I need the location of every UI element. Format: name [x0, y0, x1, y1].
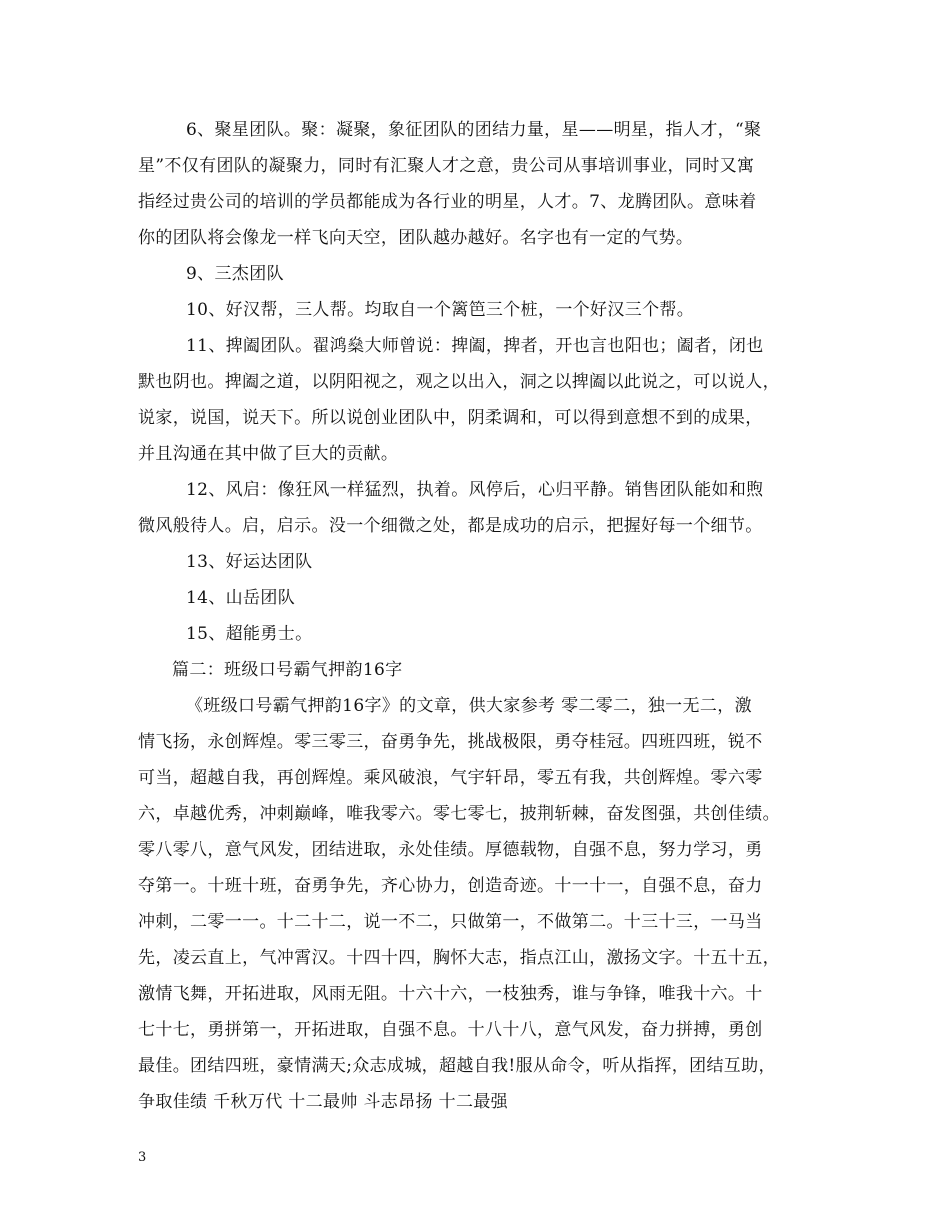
text-line: 9、三杰团队 — [186, 264, 284, 284]
text-line: 14、山岳团队 — [186, 588, 296, 608]
text-line: 六，卓越优秀，冲刺巅峰，唯我零六。零七零七，披荆斩棘，奋发图强，共创佳绩。 — [138, 804, 780, 824]
text-line: 11、捭阖团队。翟鸿燊大师曾说：捭阖，捭者，开也言也阳也；阖者，闭也 — [186, 336, 764, 356]
text-line: 10、好汉帮，三人帮。均取自一个篱笆三个桩，一个好汉三个帮。 — [186, 300, 695, 320]
text-line: 默也阴也。捭阖之道，以阴阳视之，观之以出入，洞之以捭阖以此说之，可以说人， — [138, 372, 780, 392]
text-line: 零八零八，意气风发，团结进取，永处佳绩。厚德载物，自强不息，努力学习，勇 — [138, 840, 763, 860]
text-line: 最佳。团结四班，豪情满天;众志成城，超越自我!服从命令，听从指挥，团结互助， — [138, 1056, 776, 1076]
text-line: 说家，说国，说天下。所以说创业团队中，阴柔调和，可以得到意想不到的成果， — [138, 408, 763, 428]
text-line: 争取佳绩 千秋万代 十二最帅 斗志昂扬 十二最强 — [138, 1092, 509, 1112]
text-line: 微风般待人。启，启示。没一个细微之处，都是成功的启示，把握好每一个细节。 — [138, 516, 763, 536]
text-line: 13、好运达团队 — [186, 552, 313, 572]
text-line: 星”不仅有团队的凝聚力，同时有汇聚人才之意，贵公司从事培训事业，同时又寓 — [138, 156, 755, 176]
text-line: 12、风启：像狂风一样猛烈，执着。风停后，心归平静。销售团队能如和煦 — [186, 480, 764, 500]
text-line: 七十七，勇拼第一，开拓进取，自强不息。十八十八，意气风发，奋力拼搏，勇创 — [138, 1020, 763, 1040]
text-line: 情飞扬，永创辉煌。零三零三，奋勇争先，挑战极限，勇夺桂冠。四班四班，锐不 — [138, 732, 763, 752]
text-line: 激情飞舞，开拓进取，风雨无阻。十六十六，一枝独秀，谁与争锋，唯我十六。十 — [138, 984, 763, 1004]
text-line: 你的团队将会像龙一样飞向天空，团队越办越好。名字也有一定的气势。 — [138, 228, 694, 248]
text-line: 先，凌云直上，气冲霄汉。十四十四，胸怀大志，指点江山，激扬文字。十五十五， — [138, 948, 780, 968]
text-line: 可当，超越自我，再创辉煌。乘风破浪，气宇轩昂，零五有我，共创辉煌。零六零 — [138, 768, 763, 788]
text-line: 指经过贵公司的培训的学员都能成为各行业的明星，人才。7、龙腾团队。意味着 — [138, 192, 757, 212]
text-line: 冲刺，二零一一。十二十二，说一不二，只做第一，不做第二。十三十三，一马当 — [138, 912, 763, 932]
text-line: 15、超能勇士。 — [186, 624, 313, 644]
text-line: 6、聚星团队。聚：凝聚，象征团队的团结力量，星——明星，指人才，“聚 — [186, 120, 762, 140]
text-line: 并且沟通在其中做了巨大的贡献。 — [138, 444, 399, 464]
page-number: 3 — [138, 1150, 147, 1165]
section-heading: 篇二：班级口号霸气押韵16字 — [172, 660, 403, 680]
text-line: 夺第一。十班十班，奋勇争先，齐心协力，创造奇迹。十一十一，自强不息，奋力 — [138, 876, 763, 896]
text-line: 《班级口号霸气押韵16字》的文章，供大家参考 零二零二，独一无二，激 — [186, 696, 752, 716]
